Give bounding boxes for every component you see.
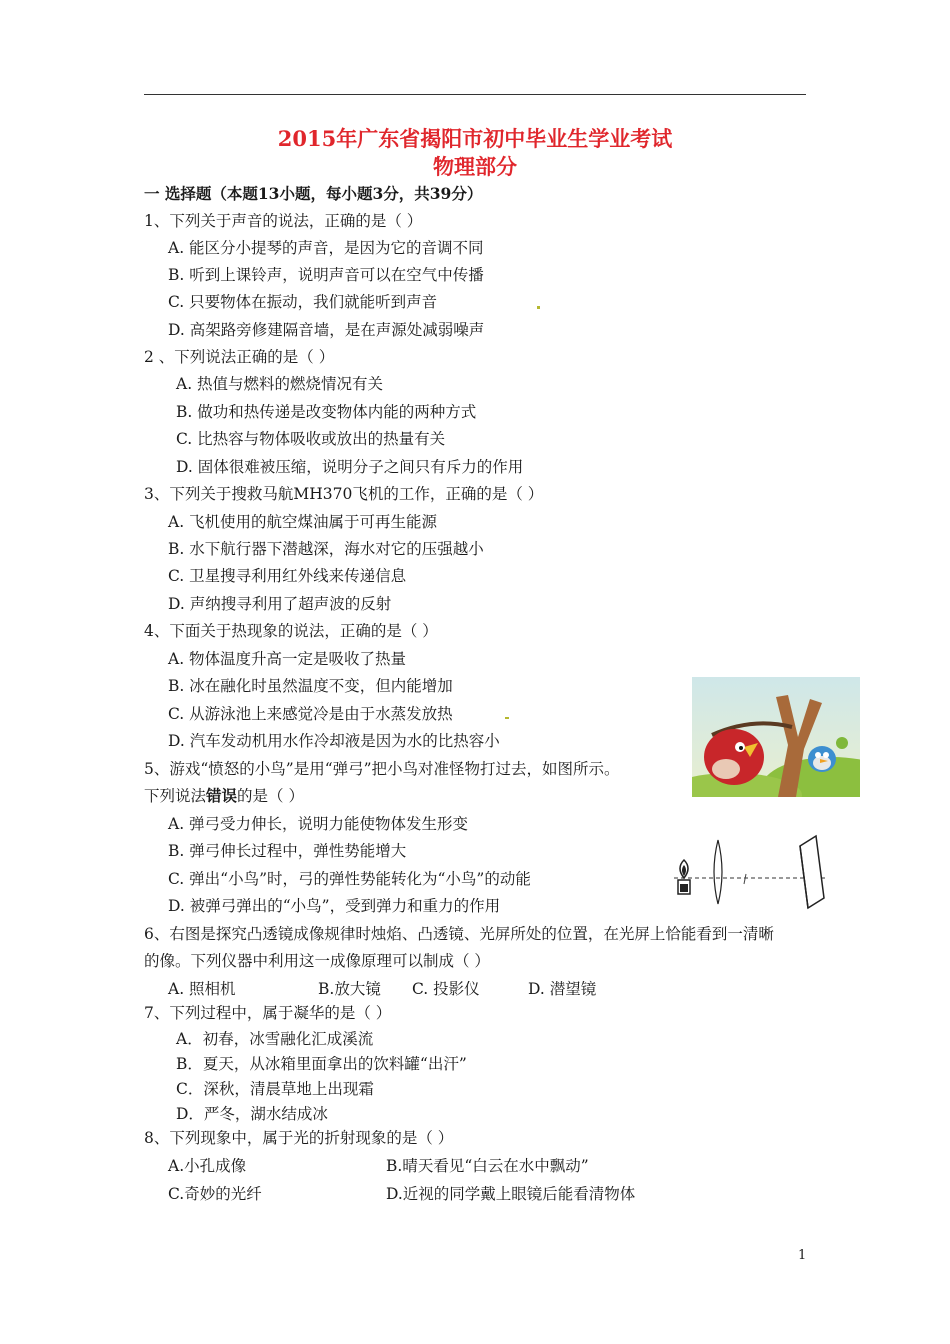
q4-stem: 4、下面关于热现象的说法，正确的是（ ） [144,622,438,640]
q1-option-b: B. 听到上课铃声，说明声音可以在空气中传播 [168,266,484,284]
q5-option-a: A. 弹弓受力伸长，说明力能使物体发生形变 [168,815,469,833]
q2-option-d: D. 固体很难被压缩，说明分子之间只有斥力的作用 [176,458,524,476]
q2-option-a: A. 热值与燃料的燃烧情况有关 [176,375,384,393]
q5-stem-line2 [144,786,304,806]
q5-stem-line1: 5、游戏“愤怒的小鸟”是用“弹弓”把小鸟对准怪物打过去，如图所示。 [144,760,620,778]
q8-stem: 8、下列现象中，属于光的折射现象的是（ ） [144,1129,454,1147]
q5-stem-emphasis: 错误 [206,786,238,805]
page-number: 1 [798,1248,807,1263]
lens-imaging-diagram [660,832,830,912]
q5-stem-text: 下列说法 [144,787,207,805]
q4-option-a: A. 物体温度升高一定是吸收了热量 [168,650,407,668]
q6-stem-line1: 6、右图是探究凸透镜成像规律时烛焰、凸透镜、光屏所处的位置，在光屏上恰能看到一清晰 [144,925,774,943]
q1-option-d: D. 高架路旁修建隔音墙，是在声源处减弱噪声 [168,321,485,339]
q1-option-a: A. 能区分小提琴的声音，是因为它的音调不同 [168,239,484,257]
exam-subtitle: 物理部分 [433,154,517,179]
q7-option-d: D．严冬，湖水结成冰 [176,1105,328,1123]
q3-option-c: C. 卫星搜寻利用红外线来传递信息 [168,567,407,585]
q2-stem: 2 、下列说法正确的是（ ） [144,348,335,366]
q5-option-c: C. 弹出“小鸟”时，弓的弹性势能转化为“小鸟”的动能 [168,870,531,888]
q7-option-c: C．深秋，清晨草地上出现霜 [176,1080,374,1098]
section-heading: 一 选择题（本题13小题，每小题3分，共39分） [144,184,483,203]
q3-stem: 3、下列关于搜救马航MH370飞机的工作，正确的是（ ） [144,485,544,503]
q6-stem-line2: 的像。下列仪器中利用这一成像原理可以制成（ ） [144,952,490,970]
q4-option-d: D. 汽车发动机用水作冷却液是因为水的比热容小 [168,732,500,750]
q3-option-b: B. 水下航行器下潜越深，海水对它的压强越小 [168,540,484,558]
q3-option-d: D. 声纳搜寻利用了超声波的反射 [168,595,392,613]
q6-option-b: B.放大镜 [318,980,381,998]
q4-option-b: B. 冰在融化时虽然温度不变，但内能增加 [168,677,453,695]
q5-option-b: B. 弹弓伸长过程中，弹性势能增大 [168,842,407,860]
q8-option-a: A.小孔成像 [168,1157,247,1175]
header-rule [144,94,806,95]
q2-option-c: C. 比热容与物体吸收或放出的热量有关 [176,430,446,448]
q6-option-d: D. 潜望镜 [528,980,597,998]
speck [537,306,540,309]
q2-option-b: B. 做功和热传递是改变物体内能的两种方式 [176,403,477,421]
exam-title: 2015年广东省揭阳市初中毕业生学业考试 [277,126,673,151]
q8-option-b: B.晴天看见“白云在水中飘动” [386,1157,589,1175]
q3-option-a: A. 飞机使用的航空煤油属于可再生能源 [168,513,438,531]
q4-option-c: C. 从游泳池上来感觉冷是由于水蒸发放热 [168,705,453,723]
q6-option-a: A. 照相机 [168,980,236,998]
q8-option-d: D.近视的同学戴上眼镜后能看清物体 [386,1185,636,1203]
q1-stem: 1、下列关于声音的说法，正确的是（ ） [144,212,423,230]
angry-birds-slingshot-image [692,677,860,797]
speck [505,717,509,719]
q5-option-d: D. 被弹弓弹出的“小鸟”，受到弹力和重力的作用 [168,897,501,915]
q5-stem-text-end: 的是（ ） [237,787,304,805]
q7-option-b: B．夏天，从冰箱里面拿出的饮料罐“出汗” [176,1055,467,1073]
q8-option-c: C.奇妙的光纤 [168,1185,262,1203]
q7-stem: 7、下列过程中，属于凝华的是（ ） [144,1004,392,1022]
q1-option-c: C. 只要物体在振动，我们就能听到声音 [168,293,438,311]
q6-option-c: C. 投影仪 [412,980,480,998]
q7-option-a: A．初春，冰雪融化汇成溪流 [176,1030,374,1048]
